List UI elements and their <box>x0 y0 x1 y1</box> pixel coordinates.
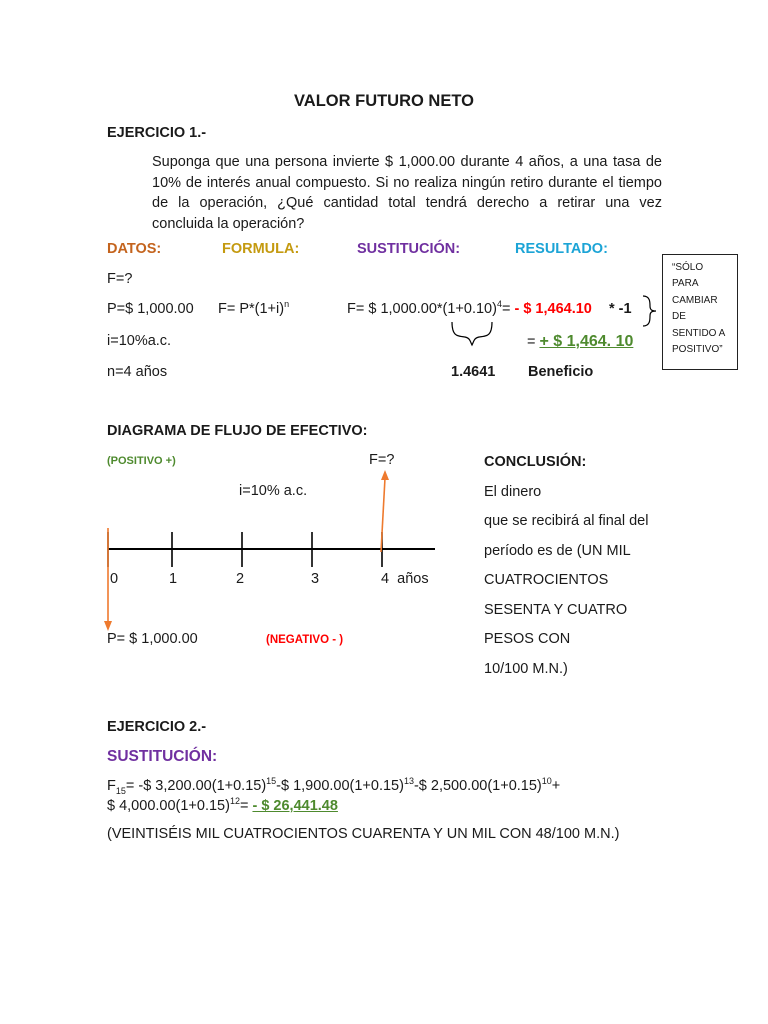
tick-label: 1 <box>169 571 178 587</box>
exercise-2-sustitucion: SUSTITUCIÓN: <box>107 748 218 765</box>
present-value-arrowhead <box>104 621 112 631</box>
positivo-label: (POSITIVO +) <box>107 455 176 467</box>
tick-label: 0 <box>110 571 119 587</box>
beneficio-label: Beneficio <box>528 364 594 380</box>
datos-n: n=4 años <box>107 364 168 380</box>
formula-expression: $F= P*(1+i)^n$ <box>218 299 290 317</box>
page-title: VALOR FUTURO NETO <box>294 92 474 110</box>
tick-label-last: 4 años <box>381 571 429 587</box>
problem-line: Suponga que una persona invierte $ 1,000.00 durante 4 años, a una tasa de <box>152 154 662 170</box>
problem-line: concluida la operación? <box>152 215 305 232</box>
exercise-2-heading: EJERCICIO 2.- <box>107 719 207 735</box>
problem-line: de la operación, ¿Qué cantidad total tendrá derecho a retirar una vez <box>152 195 662 211</box>
substitution-expression: F= $ $1,000.00*(1+0.10)^4=$ - $ 1,464.10 <box>347 299 592 317</box>
negativo-label: (NEGATIVO - ) <box>266 634 344 646</box>
exercise-2-result: - $ 26,441.48 <box>252 798 338 814</box>
datos-header: DATOS: <box>107 241 162 257</box>
brace-bottom <box>452 322 492 345</box>
future-value-arrow <box>381 478 385 552</box>
resultado-header: RESULTADO: <box>515 241 608 257</box>
f-label: F=? <box>369 452 395 468</box>
conclusion: CONCLUSIÓN: El dinero que se recibirá al final del período es de (UN MIL CUATROCIENTOS SESENTA Y CUATRO PESOS CON 10/100 M.N.) <box>484 448 674 684</box>
datos-p: P=$ 1,000.00 <box>107 301 194 317</box>
future-value-arrowhead <box>381 470 389 480</box>
p-label: P= $ 1,000.00 <box>107 631 198 647</box>
datos-f: F=? <box>107 271 133 287</box>
tick-label: 2 <box>236 571 245 587</box>
exercise-1-heading: EJERCICIO 1.- <box>107 125 207 141</box>
problem-line: 10% de interés anual compuesto. Si no realiza ningún retiro durante el tiempo <box>152 174 662 191</box>
sustitucion-header: SUSTITUCIÓN: <box>357 241 461 257</box>
note-box: “SÓLO PARA CAMBIAR DE SENTIDO A POSITIVO” <box>662 254 738 370</box>
brace-right <box>643 296 656 326</box>
positive-result: + $ 1,464. 10 <box>539 333 634 350</box>
positive-result-line: = + $ 1,464. 10 <box>527 333 634 350</box>
diagram-heading: DIAGRAMA DE FLUJO DE EFECTIVO: <box>107 423 368 439</box>
times-minus-one: * -1 <box>609 301 632 317</box>
factor-value: 1.4641 <box>451 364 496 380</box>
exercise-2-line-1: $F_{15}=$ -$ $3,200.00(1+0.15)^{15}-\$$ $1,900.00(1+0.15)^{13}-\$$ $2,500.00(1+0.15)^{10}+$ <box>107 776 561 796</box>
exercise-2-words: (VEINTISÉIS MIL CUATROCIENTOS CUARENTA Y UN MIL CON 48/100 M.N.) <box>107 826 620 842</box>
tick-label: 3 <box>311 571 320 587</box>
datos-i: i=10%a.c. <box>107 333 172 349</box>
formula-header: FORMULA: <box>222 241 300 257</box>
rate-label: i=10% a.c. <box>239 483 308 499</box>
conclusion-label: CONCLUSIÓN: <box>484 454 587 470</box>
exercise-2-line-2: $ $4,000.00(1+0.15)^{12}=$ - $ 26,441.48 <box>107 796 338 814</box>
negative-result: - $ 1,464.10 <box>514 301 592 317</box>
